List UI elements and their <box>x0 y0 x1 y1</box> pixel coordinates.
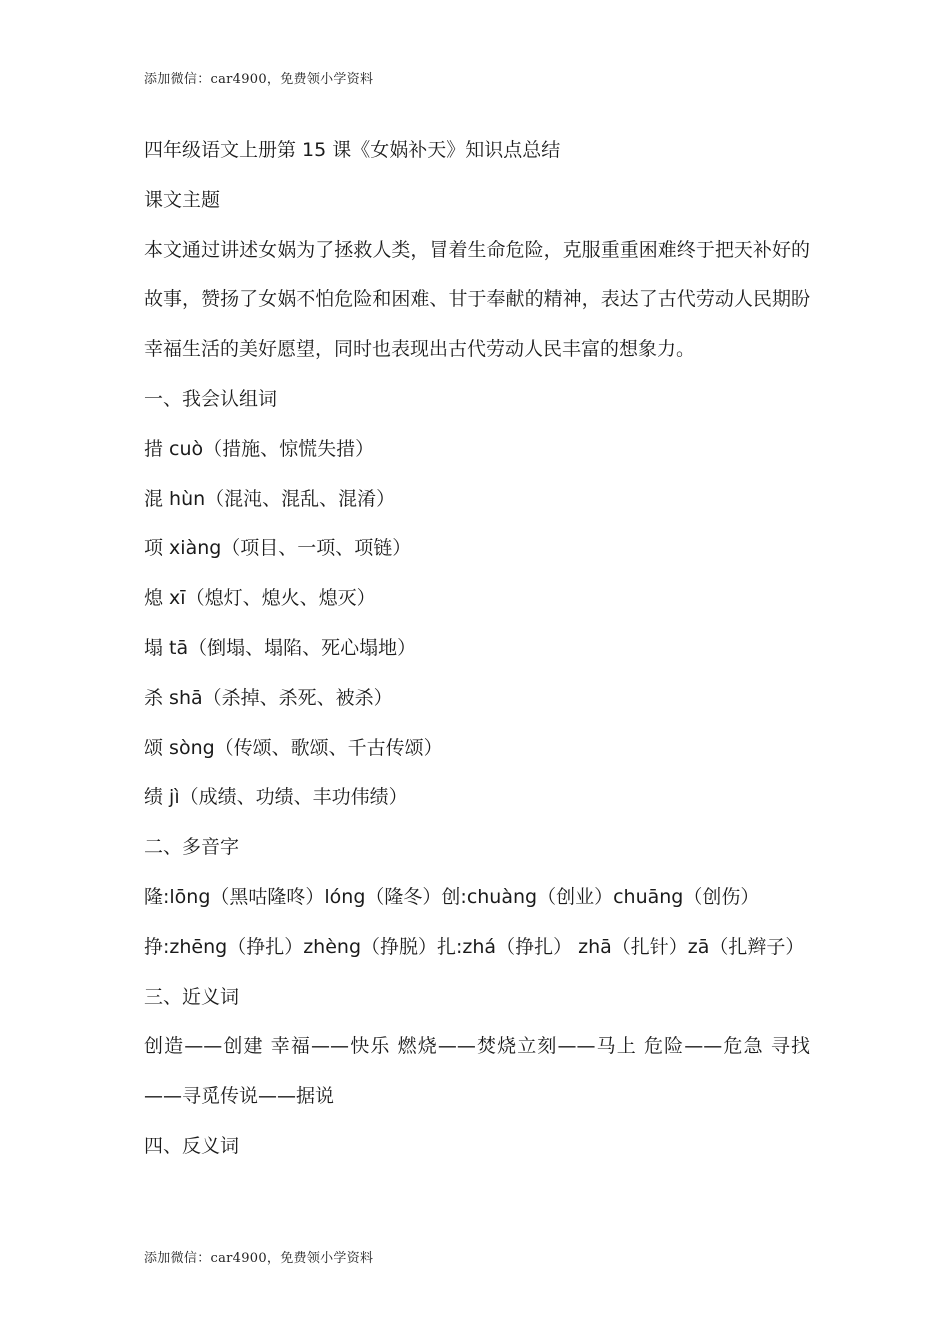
theme-heading: 课文主题 <box>144 188 221 211</box>
document-title: 四年级语文上册第 15 课《女娲补天》知识点总结 <box>144 139 561 161</box>
section-heading-synonyms: 三、近义词 <box>144 985 240 1008</box>
document-body <box>144 126 810 1172</box>
vocab-item: 措 cuò（措施、惊慌失措） <box>144 437 375 460</box>
polyphonic-line: 隆:lōng（黑咕隆咚）lóng（隆冬）创:chuàng（创业）chuāng（创伤） <box>144 885 760 908</box>
vocab-item: 混 hùn（混沌、混乱、混淆） <box>144 487 396 510</box>
polyphonic-paragraph: 挣:zhēng（挣扎）zhèng（挣脱）扎:zhá（挣扎） zhā（扎针）zā（扎辫子） <box>144 935 805 958</box>
footer-watermark-note: 添加微信：car4900，免费领小学资料 <box>144 1251 374 1266</box>
vocab-item: 绩 jì（成绩、功绩、丰功伟绩） <box>144 786 408 809</box>
section-heading-recognize-words: 一、我会认组词 <box>144 387 278 410</box>
vocab-item: 项 xiàng（项目、一项、项链） <box>144 537 412 560</box>
section-heading-antonyms: 四、反义词 <box>144 1134 240 1157</box>
vocab-item: 颂 sòng（传颂、歌颂、千古传颂） <box>144 736 443 759</box>
synonyms-paragraph: 创造——创建 幸福——快乐 燃烧——焚烧立刻——马上 危险——危急 寻找——寻觅传说——据说 <box>144 1035 810 1108</box>
vocab-item: 杀 shā（杀掉、杀死、被杀） <box>144 686 393 709</box>
header-watermark-note: 添加微信：car4900，免费领小学资料 <box>144 72 374 87</box>
section-heading-polyphonic: 二、多音字 <box>144 836 240 859</box>
vocab-item: 塌 tā（倒塌、塌陷、死心塌地） <box>144 636 417 659</box>
theme-paragraph: 本文通过讲述女娲为了拯救人类，冒着生命危险，克服重重困难终于把天补好的故事，赞扬了女娲不怕危险和困难、甘于奉献的精神，表达了古代劳动人民期盼幸福生活的美好愿望，同时也表现出古代劳动人民丰富的想象力。 <box>144 238 810 361</box>
vocab-item: 熄 xī（熄灯、熄火、熄灭） <box>144 587 376 610</box>
